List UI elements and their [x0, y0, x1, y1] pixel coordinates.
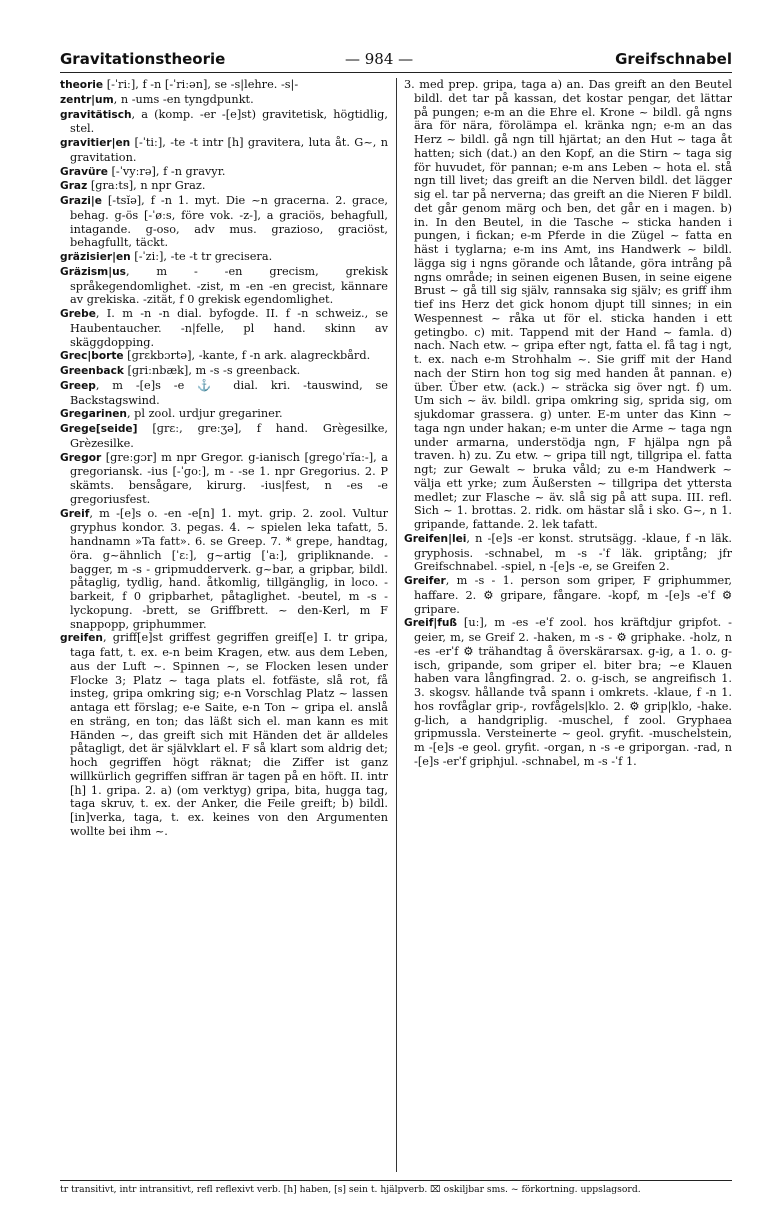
dictionary-entry [60, 179, 388, 194]
dictionary-entry [404, 616, 732, 768]
dictionary-entry [60, 422, 388, 451]
header-left-guideword: Gravitationstheorie [60, 50, 226, 68]
right-column [404, 78, 732, 1172]
entry-text: , a (komp. -er -[e]st) gravitetisk, högtidlig, stel. [70, 107, 388, 136]
entry-text: [-ˈriː], f -n [-ˈriːən], se -s|lehre. -s|- [103, 78, 299, 91]
entry-headword: Greif|fuß [404, 617, 457, 630]
entry-text: , griff[e]st griffest gegriffen greif[e] I. tr gripa, taga fatt, t. ex. e-n beim Kragen, etw. aus dem Leben, aus der Luft ~. Spinnen ~, se Flocken lesen under Flocke 3; Platz ~ taga plats el. fotfäste, slå rot, få insteg, gripa omkring sig; e-n Vorschlag Platz ~ lassen antaga ett förslag; e-e Saite, e-n Ton ~ gripa el. anslå en sträng, en ton; das läßt sich el. man kann es mit Händen ~, das greift sich mit Händen det är alldeles påtagligt, det är självklart el. F så klart som aldrig det; hoch gegriffen högt räknat; die Ziffer ist ganz willkürlich gegriffen siffran är tagen på en höft. II. intr [h] 1. gripa. 2. a) (om verktyg) gripa, bita, hugga tag, taga skruv, t. ex. der Anker, die Feile greift; b) bildl. [in]verka, taga, t. ex. keines von den Argumenten wollte bei ihm ~. [70, 631, 388, 838]
dictionary-entry [60, 507, 388, 632]
entry-headword: Grazi|e [60, 195, 102, 207]
entry-headword: zentr|um [60, 93, 114, 106]
entry-headword: Grebe [60, 308, 96, 320]
entry-text: [-ˈvyːrə], f -n gravyr. [107, 164, 226, 178]
entry-headword: theorie [60, 79, 104, 91]
entry-text: , n -[e]s -er konst. strutsägg. -klaue, f -n läk. gryphosis. -schnabel, m -s -ˈf läk. griptång; jfr Greifschnabel. -spiel, n -[e]s -e, se Greifen 2. [414, 531, 732, 574]
entry-headword: gräzisier|en [60, 251, 131, 263]
dictionary-columns [60, 78, 732, 1172]
dictionary-entry [404, 574, 732, 616]
entry-headword: Greifen|lei [404, 532, 467, 545]
dictionary-entry [60, 265, 388, 307]
dictionary-entry [60, 165, 388, 180]
entry-text: [ɡriːnbæk], m -s -s greenback. [123, 364, 301, 377]
abbreviation-footer: tr transitivt, intr intransitivt, refl reflexivt verb. [h] haben, [s] sein t. hjälpverb. ⌧ oskiljbar sms. ~ förkortning. uppslagsord. [60, 1180, 732, 1195]
dictionary-entry [60, 364, 388, 379]
dictionary-entry [60, 307, 388, 349]
entry-headword: Gregarinen [60, 408, 127, 421]
dictionary-entry [60, 379, 388, 408]
page-number: — 984 — [345, 50, 414, 68]
entry-text: [uː], m -es -eˈf zool. hos kräftdjur gripfot. -geier, m, se Greif 2. -haken, m -s - ⚙ griphake. -holz, n -es -erˈf ⚙ trähandtag å överskärarsax. g-ig, a 1. o. g-isch, gripande, som griper el. biter bra; ~e Klauen haben vara långfingrad. 2. o. g-isch, se angreifisch 1. 3. skogsv. hållande två spann i omkrets. -klaue, f -n 1. hos rovfåglar grip-, rovfågels|klo. 2. ⚙ grip|klo, -hake. g-lich, a handgriplig. -muschel, f zool. Gryphaea gripmussla. Versteinerte ~ geol. gryfit. -muschelstein, m -[e]s -e geol. gryfit. -organ, n -s -e griporgan. -rad, n -[e]s -erˈf griphjul. -schnabel, m -s -ˈf 1. [414, 616, 732, 768]
entry-headword: Greep [60, 379, 96, 392]
entry-text: [ɡraːts], n npr Graz. [87, 179, 206, 193]
entry-headword: Graz [60, 180, 88, 193]
entry-text: [ɡreːɡɔr] m npr Gregor. g-ianisch [ɡreɡoˈrĭaː-], a gregoriansk. -ius [-ˈɡoː], m - -se 1. npr Gregorius. 2. P skämts. bensågare, kirurg. -ius|fest, n -es -e gregoriusfest. [70, 450, 388, 506]
entry-headword: gravitätisch [60, 108, 132, 121]
entry-headword: Grec|borte [60, 350, 124, 363]
dictionary-page [60, 44, 732, 1212]
entry-headword: Grege[seide] [60, 423, 138, 435]
dictionary-entry [60, 349, 388, 364]
entry-text: [ɡrɛː, ɡreːʒə], f hand. Grègesilke, Grèzesilke. [70, 422, 388, 450]
entry-text: , pl zool. urdjur gregariner. [126, 407, 283, 421]
header-right-guideword: Greifschnabel [615, 50, 732, 68]
entry-text: , I. m -n -n dial. byfogde. II. f -n schweiz., se Haubentaucher. -n|felle, pl hand. skinn av skäggdopping. [70, 307, 388, 349]
entry-text: 3. med prep. gripa, taga a) an. Das greift an den Beutel bildl. det tar på kassan, det kostar pengar, det lättar på pungen; e-m an die Ehre el. Krone ~ bildl. gå ngns ära för nära, förolämpa el. kränka ngn; e-m an das Herz ~ bildl. gå ngn till hjärtat; an den Hut ~ taga åt hatten; sich (dat.) an den Kopf, an die Stirn ~ taga sig för huvudet, för pannan; e-m ans Leben ~ hota el. stå ngn till livet; das greift an die Nerven bildl. det lägger sig el. tar på nerverna; das greift an die Nieren F bildl. det går genom märg och ben, det går en i magen. b) in. In den Beutel, in die Tasche ~ sticka handen i pungen, i fickan; e-m Pferde in die Zügel ~ fatta en häst i tyglarna; e-m ins Amt, ins Handwerk ~ bildl. lägga sig i ngns görande och låtande, göra intrång på ngns område; in seinen eigenen Busen, in seine eigene Brust ~ gå till sig själv, rannsaka sig själv; es griff ihm tief ins Herz det gick honom djupt till sinnes; in ein Wespennest ~ råka ut för el. sticka handen i ett getingbo. c) mit. Tappend mit der Hand ~ famla. d) nach. Nach etw. ~ gripa efter ngt, fatta el. få tag i ngt, t. ex. nach e-m Strohhalm ~. Sie griff mit der Hand nach der Stirn hon tog sig med handen åt pannan. e) über. Über etw. (ack.) ~ sträcka sig över ngt. f) um. Um sich ~ äv. bildl. gripa omkring sig, sprida sig, om sjukdomar grassera. g) unter. E-m unter das Kinn ~ taga ngn under hakan; e-m unter die Arme ~ taga ngn under armarna, understödja ngn, F hjälpa ngn på traven. h) zu. Zu etw. ~ gripa till ngt, tillgripa el. fatta ngt; zur Gewalt ~ bruka våld; zu e-m Handwerk ~ välja ett yrke; zum Äußersten ~ tillgripa det yttersta medlet; zur Flasche ~ äv. slå sig på att supa. III. refl. Sich ~ 1. brottas. 2. ridk. om hästar slå i sko. G~, n 1. gripande, fattande. 2. lek tafatt. [404, 78, 732, 531]
entry-text: [-ˈziː], -te -t tr grecisera. [130, 250, 273, 263]
dictionary-entry [404, 78, 732, 532]
entry-text: , n -ums -en tyngdpunkt. [113, 92, 254, 106]
dictionary-entry [404, 532, 732, 574]
dictionary-entry [60, 407, 388, 422]
left-column [60, 78, 388, 1172]
entry-text: , m -[e]s -e ⚓ dial. kri. -tauswind, se Backstagswind. [70, 378, 388, 407]
entry-headword: Gräzism|us [60, 265, 126, 278]
entry-text: , m -[e]s o. -en -e[n] 1. myt. grip. 2. zool. Vultur gryphus kondor. 3. pegas. 4. ~ spielen leka tafatt, 5. handnamn »Ta fatt». 6. se Greep. 7. * grepe, handtag, öra. g~ähnlich [ˈɛː], g~artig [ˈaː], gripliknande. -bagger, m -s - gripmudderverk. g~bar, a gripbar, bildl. påtaglig, tydlig, hand. åtkomlig, tillgänglig, in loco. -barkeit, f 0 gripbarhet, påtaglighet. -beutel, m -s - lyckopung. -brett, se Griffbrett. ~ den-Kerl, m F snappopp, griphummer. [70, 506, 388, 631]
entry-text: [-ˈtiː], -te -t intr [h] gravitera, luta åt. G~, n gravitation. [70, 136, 388, 164]
dictionary-entry [60, 194, 388, 250]
dictionary-entry [60, 93, 388, 108]
dictionary-entry [60, 136, 388, 165]
header-rule [60, 72, 732, 73]
entry-text: [ɡrɛkbɔrtə], -kante, f -n ark. alagreckbård. [123, 349, 371, 363]
dictionary-entry [60, 631, 388, 838]
dictionary-entry [60, 451, 388, 507]
entry-text: , m - -en grecism, grekisk språkegendomlighet. -zist, m -en -en grecist, kännare av grekiska. -zität, f 0 grekisk egendomlighet. [70, 264, 388, 307]
entry-headword: Greif [60, 507, 90, 520]
entry-headword: gravitier|en [60, 137, 131, 149]
entry-headword: Greifer [404, 575, 446, 587]
page-header [60, 44, 732, 74]
dictionary-entry [60, 250, 388, 265]
entry-text: , m -s - 1. person som griper, F griphummer, haffare. 2. ⚙ gripare, fångare. -kopf, m -[e]s -eˈf ⚙ gripare. [414, 574, 732, 616]
column-divider [396, 78, 397, 1172]
entry-headword: greifen [60, 632, 103, 645]
dictionary-entry [60, 78, 388, 93]
entry-headword: Gravüre [60, 165, 108, 178]
entry-headword: Greenback [60, 365, 124, 377]
dictionary-entry [60, 108, 388, 137]
entry-text: [-tsĭə], f -n 1. myt. Die ~n gracerna. 2. grace, behag. g-ös [-ˈøːs, före vok. -z-], a graciös, behagfull, intagande. g-oso, adv mus. grazioso, graciöst, behagfullt, täckt. [70, 194, 388, 250]
entry-headword: Gregor [60, 451, 102, 464]
